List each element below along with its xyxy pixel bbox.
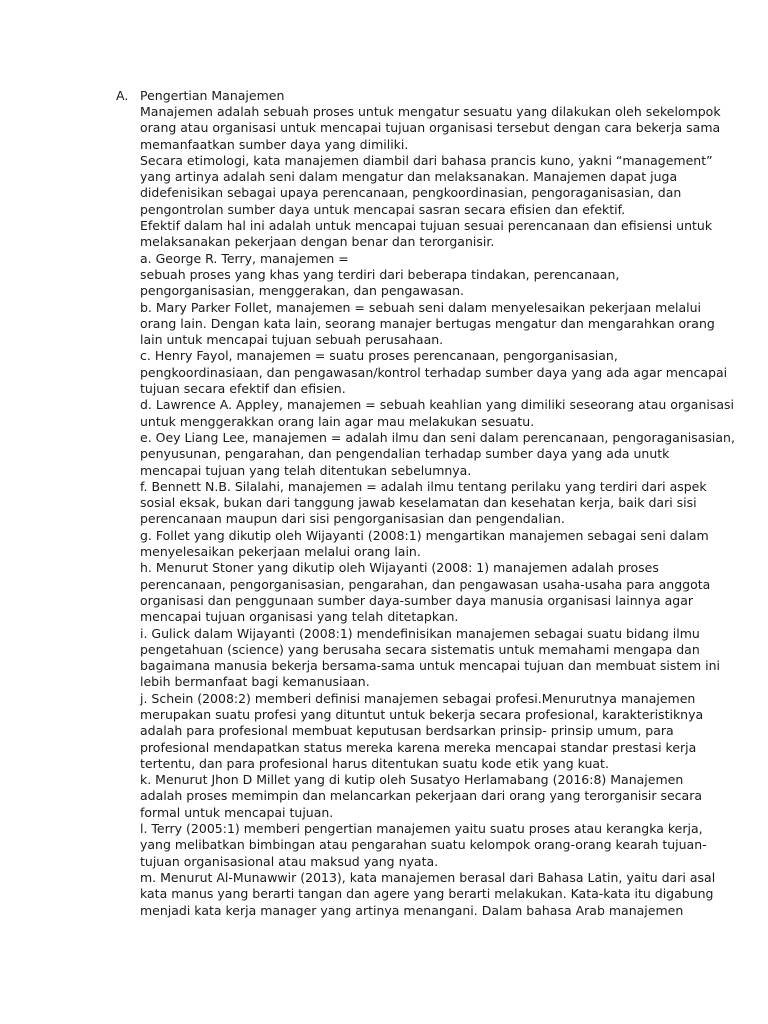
text-line: profesional mendapatkan status mereka karena mereka mencapai standar prestasi kerja [140,739,697,755]
text-line: pengorganisasian, menggerakan, dan pengawasan. [140,283,465,299]
paragraph [140,397,735,430]
text-line: melaksanakan pekerjaan dengan benar dan terorganisir. [140,234,495,250]
text-line: d. Lawrence A. Appley, manajemen = sebuah keahlian yang dimiliki seseorang atau organisasi [140,397,735,413]
paragraph [140,267,680,300]
text-line: tujuan organisasional atau maksud yang nyata. [140,853,439,869]
text-line: didefenisikan sebagai upaya perencanaan, pengkoordinasian, pengoraganisasian, dan [140,185,682,201]
paragraph [140,772,702,821]
text-line: mencapai tujuan yang telah ditentukan sebelumnya. [140,462,472,478]
text-line: menyelesaikan pekerjaan melalui orang lain. [140,544,421,560]
text-line: penyusunan, pengarahan, dan pengendalian terhadap sumber daya yang ada unutk [140,446,670,462]
paragraph [140,348,728,397]
text-line: adalah proses memimpin dan melancarkan pekerjaan dari orang yang terorganisir secara [140,788,702,804]
text-line: perencanaan maupun dari sisi pengorganisasian dan pengendalian. [140,511,565,527]
paragraph [140,104,721,153]
text-line: orang lain. Dengan kata lain, seorang manajer bertugas mengatur dan mengarahkan orang [140,315,715,331]
text-line: c. Henry Fayol, manajemen = suatu proses perencanaan, pengorganisasian, [140,348,618,364]
text-line: e. Oey Liang Lee, manajemen = adalah ilmu dan seni dalam perencanaan, pengoraganisasian, [140,429,735,445]
text-line: pengontrolan sumber daya untuk mencapai sasran secara efisien dan efektif. [140,201,626,217]
text-line: tujuan secara efektif dan efisien. [140,381,346,397]
text-line: lain untuk mencapai tujuan sebuah perusahaan. [140,332,444,348]
paragraph [140,821,707,870]
paragraph [140,152,713,218]
text-line: Efektif dalam hal ini adalah untuk mencapai tujuan sesuai perencanaan dan efisiensi untuk [140,218,713,234]
paragraph [140,690,704,772]
text-line: l. Terry (2005:1) memberi pengertian manajemen yaitu suatu proses atau kerangka kerja, [140,821,703,837]
text-line: k. Menurut Jhon D Millet yang di kutip oleh Susatyo Herlamabang (2016:8) Manajemen [140,772,684,788]
section-title: Pengertian Manajemen [140,88,285,103]
text-line: i. Gulick dalam Wijayanti (2008:1) mendefinisikan manajemen sebagai suatu bidang ilmu [140,625,700,641]
paragraph [140,251,680,267]
paragraph [140,527,709,561]
text-line: sosial eksak, bukan dari tanggung jawab keselamatan dan kesehatan kerja, baik dari sisi [140,495,697,511]
paragraph [140,218,713,251]
text-line: pengkoordinasiaan, dan pengawasan/kontrol terhadap sumber daya yang ada agar mencapai [140,364,728,380]
text-line: untuk menggerakkan orang lain agar mau melakukan sesuatu. [140,413,535,429]
text-line: organisasi dan penggunaan sumber daya-sumber daya manusia organisasi lainnya agar [140,592,694,608]
text-line: yang artinya adalah seni dalam mengatur dan melaksanakan. Manajemen dapat juga [140,169,678,185]
paragraph [140,560,711,625]
paragraph [140,869,716,919]
text-line: formal untuk mencapai tujuan. [140,804,334,820]
text-line: a. George R. Terry, manajemen = [140,250,349,266]
text-line: sebuah proses yang khas yang terdiri dari beberapa tindakan, perencanaan, [140,266,620,282]
paragraph [140,478,707,528]
text-line: yang melibatkan bimbingan atau pengarahan suatu kelompok orang-orang kearah tujuan- [140,837,707,853]
section-heading [116,88,284,104]
text-line: h. Menurut Stoner yang dikutip oleh Wijayanti (2008: 1) manajemen adalah proses [140,560,659,576]
text-line: menjadi kata kerja manager yang artinya menangani. Dalam bahasa Arab manajemen [140,902,684,918]
document-body [140,104,735,919]
text-line: perencanaan, pengorganisasian, pengarahan, dan pengawasan usaha-usaha para anggota [140,576,711,592]
text-line: mencapai tujuan organisasi yang telah ditetapkan. [140,609,459,625]
text-line: adalah para profesional membuat keputusan berdsarkan prinsip- prinsip umum, para [140,723,674,739]
text-line: tertentu, dan para profesional harus ditentukan suatu kode etik yang kuat. [140,755,609,771]
paragraph [140,429,735,479]
text-line: kata manus yang berarti tangan dan agere yang berarti melakukan. Kata-kata itu digabung [140,886,714,902]
text-line: b. Mary Parker Follet, manajemen = sebuah seni dalam menyelesaikan pekerjaan melalui [140,299,702,315]
text-line: orang atau organisasi untuk mencapai tujuan organisasi tersebut dengan cara bekerja sama [140,120,721,136]
paragraph [140,299,715,349]
text-line: bagaimana manusia bekerja bersama-sama untuk mencapai tujuan dan membuat sistem ini [140,658,721,674]
text-line: f. Bennett N.B. Silalahi, manajemen = adalah ilmu tentang perilaku yang terdiri dari aspek [140,478,707,494]
text-line: g. Follet yang dikutip oleh Wijayanti (2008:1) mengartikan manajemen sebagai seni dalam [140,527,709,543]
text-line: j. Schein (2008:2) memberi definisi manajemen sebagai profesi.Menurutnya manajemen [140,690,696,706]
text-line: m. Menurut Al-Munawwir (2013), kata manajemen berasal dari Bahasa Latin, yaitu dari asal [140,869,716,885]
section-letter: A. [116,88,129,103]
text-line: Manajemen adalah sebuah proses untuk mengatur sesuatu yang dilakukan oleh sekelompok [140,104,721,119]
text-line: lebih bermanfaat bagi kemanusiaan. [140,674,370,690]
text-line: memanfaatkan sumber daya yang dimiliki. [140,136,409,152]
text-line: Secara etimologi, kata manajemen diambil dari bahasa prancis kuno, yakni “management” [140,152,713,168]
text-line: merupakan suatu profesi yang dituntut untuk bekerja secara profesional, karakteristiknya [140,706,704,722]
paragraph [140,625,721,691]
text-line: pengetahuan (science) yang berusaha secara sistematis untuk memahami mengapa dan [140,641,700,657]
